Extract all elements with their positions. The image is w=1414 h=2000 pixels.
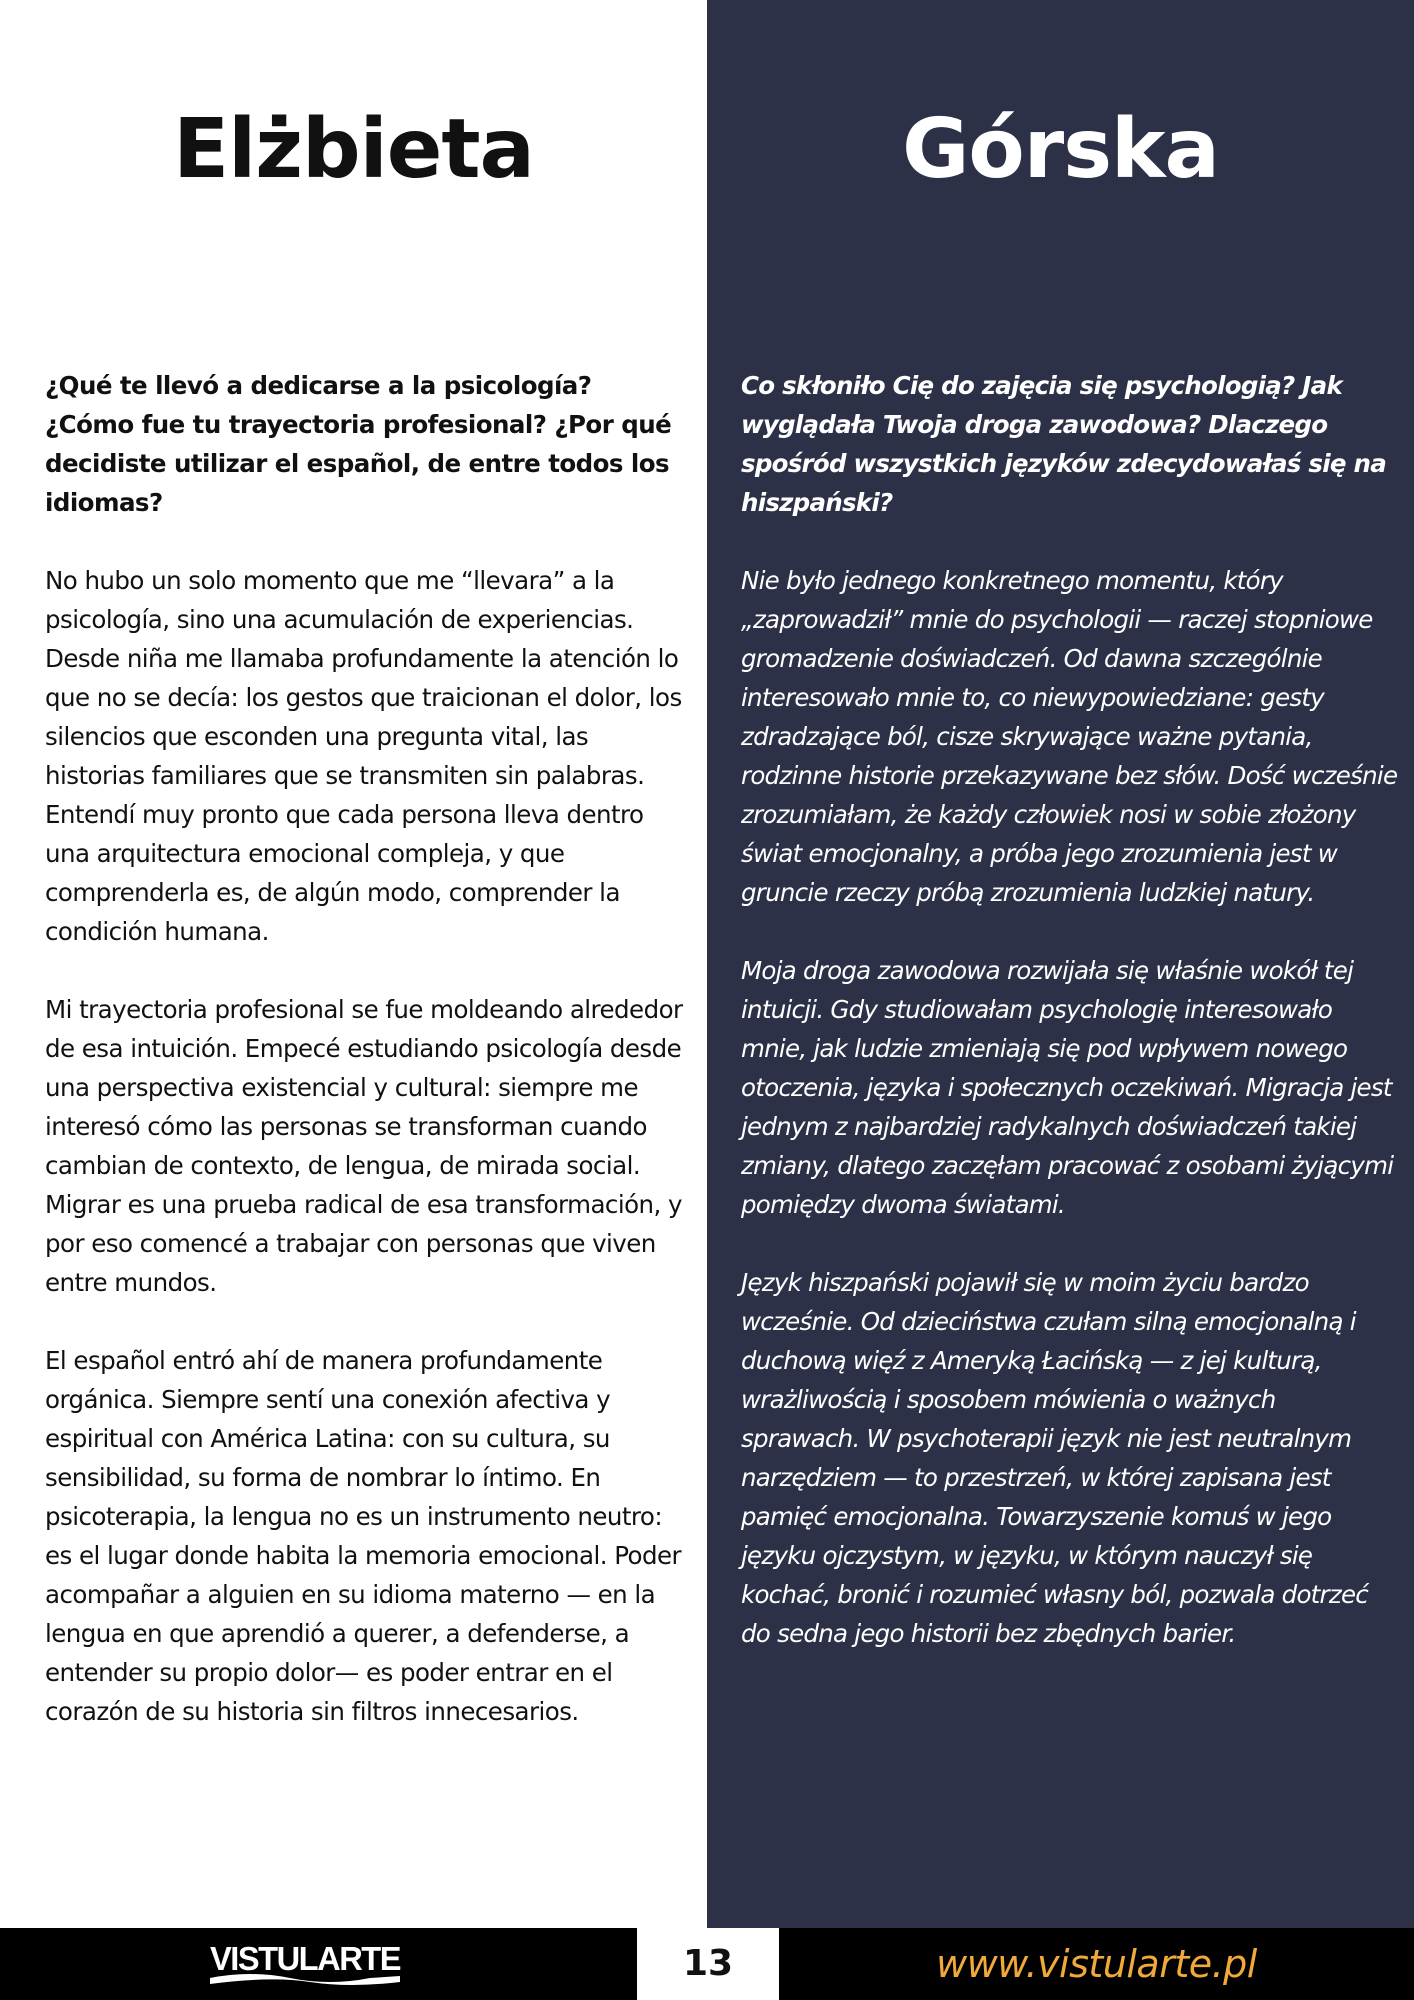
answer-paragraph: El español entró ahí de manera profundamente orgánica. Siempre sentí una conexión afectiva y espiritual con América Latina: con su cultura, su sensibilidad, su forma de nombrar lo íntimo. En psicoterapia, la lengua no es un instrumento neutro: es el lugar donde habita la memoria emocional. Poder acompañar a alguien en su idioma materno — en la lengua en que aprendió a querer, a defenderse, a entender su propio dolor— es poder entrar en el corazón de su historia sin filtros innecesarios. (45, 1346, 682, 1726)
vistularte-logo (180, 1936, 430, 1992)
answer-paragraph: Moja droga zawodowa rozwijała się właśnie wokół tej intuicji. Gdy studiowałam psychologię interesowało mnie, jak ludzie zmieniają się pod wpływem nowego otoczenia, języka i społecznych oczekiwań. Migracja jest jednym z najbardziej radykalnych doświadczeń takiej zmiany, dlatego zaczęłam pracować z osobami żyjącymi pomiędzy dwoma światami. (741, 956, 1394, 1219)
website-url[interactable]: www.vistularte.pl (936, 1942, 1257, 1986)
left-column (0, 0, 707, 1928)
last-name-heading: Górska (902, 102, 1219, 197)
page-number: 13 (637, 1928, 779, 2000)
first-name-heading: Elżbieta (173, 102, 534, 197)
answer-paragraph: Nie było jednego konkretnego momentu, który „zaprowadził” mnie do psychologii — raczej stopniowe gromadzenie doświadczeń. Od dawna szczególnie interesowało mnie to, co niewypowiedziane: gesty zdradzające ból, cisze skrywające ważne pytania, rodzinne historie przekazywane bez słów. Dość wcześnie zrozumiałam, że każdy człowiek nosi w sobie złożony świat emocjonalny, a próba jego zrozumienia jest w gruncie rzeczy próbą zrozumienia ludzkiej natury. (741, 566, 1398, 907)
logo-text: VISTULARTE (210, 1940, 401, 1977)
answer-paragraph: Język hiszpański pojawił się w moim życiu bardzo wcześnie. Od dzieciństwa czułam silną emocjonalną i duchową więź z Ameryką Łacińską — z jej kulturą, wrażliwością i sposobem mówienia o ważnych sprawach. W psychoterapii język nie jest neutralnym narzędziem — to przestrzeń, w której zapisana jest pamięć emocjonalna. Towarzyszenie komuś w jego języku ojczystym, w języku, w którym nauczył się kochać, bronić i rozumieć własny ból, pozwala dotrzeć do sedna jego historii bez zbędnych barier. (741, 1268, 1369, 1648)
spanish-interview-text (45, 366, 685, 1731)
page-footer (0, 1928, 1414, 2000)
right-column (707, 0, 1414, 1928)
interview-question: ¿Qué te llevó a dedicarse a la psicología? ¿Cómo fue tu trayectoria profesional? ¿Por qué decidiste utilizar el español, de entre todos los idiomas? (45, 371, 672, 517)
answer-paragraph: Mi trayectoria profesional se fue moldeando alrededor de esa intuición. Empecé estudiando psicología desde una perspectiva existencial y cultural: siempre me interesó cómo las personas se transforman cuando cambian de contexto, de lengua, de mirada social. Migrar es una prueba radical de esa transformación, y por eso comencé a trabajar con personas que viven entre mundos. (45, 995, 683, 1297)
answer-paragraph: No hubo un solo momento que me “llevara” a la psicología, sino una acumulación de experiencias. Desde niña me llamaba profundamente la atención lo que no se decía: los gestos que traicionan el dolor, los silencios que esconden una pregunta vital, las historias familiares que se transmiten sin palabras. Entendí muy pronto que cada persona lleva dentro una arquitectura emocional compleja, y que comprenderla es, de algún modo, comprender la condición humana. (45, 566, 682, 946)
interview-question: Co skłoniło Cię do zajęcia się psychologią? Jak wyglądała Twoja droga zawodowa? Dlaczego spośród wszystkich języków zdecydowałaś się na hiszpański? (741, 371, 1386, 517)
polish-interview-text (741, 366, 1401, 1653)
